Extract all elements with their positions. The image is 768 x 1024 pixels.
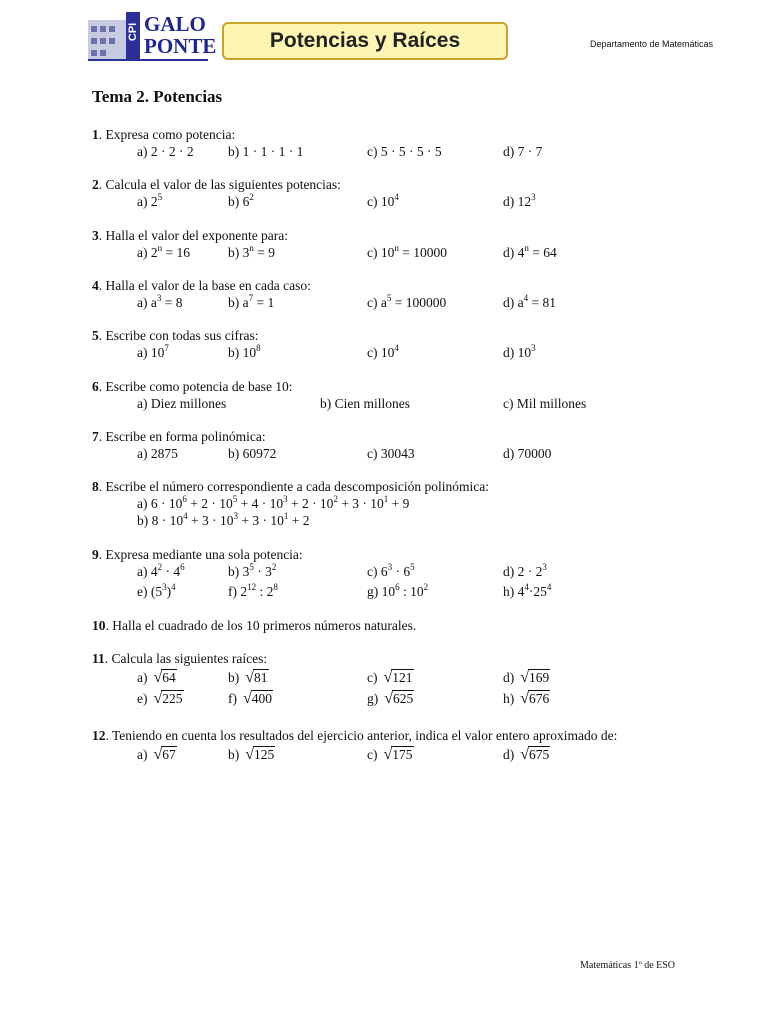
exponent: 3 — [162, 582, 167, 592]
math-text: c) 10 — [367, 345, 395, 360]
option-item — [367, 563, 415, 580]
option-item — [503, 563, 547, 580]
math-text: b) 8 · 10 — [137, 513, 184, 528]
exercise-question — [92, 546, 682, 563]
exponent: 2 — [271, 562, 277, 572]
exercise-text: . Calcula las siguientes raíces: — [104, 651, 268, 666]
math-text: d) 10 — [503, 345, 532, 360]
math-text: e) (5 — [137, 584, 163, 599]
options-row — [92, 667, 682, 688]
exercise-question — [92, 617, 682, 634]
root-sign-icon: √ — [153, 669, 163, 686]
exponent: 8 — [273, 582, 278, 592]
options-row — [92, 294, 682, 311]
option-item — [503, 583, 551, 600]
math-text: a) 6 · 10 — [137, 496, 183, 511]
option-item: b) 1 · 1 · 1 · 1 — [228, 144, 304, 159]
exponent: n — [394, 243, 399, 253]
exponent: n — [249, 243, 254, 253]
radicand: 169 — [529, 670, 550, 685]
exercise-number: 11 — [92, 651, 105, 666]
exercise-question — [92, 126, 682, 143]
option-item — [503, 690, 550, 707]
exponent: 5 — [386, 293, 392, 303]
math-text: + 2 · 10 — [186, 496, 233, 511]
footer-label: Matemáticas 1º de ESO — [580, 960, 676, 971]
exponent: 3 — [531, 192, 536, 202]
logo-text-bottom: PONTE — [144, 34, 217, 58]
option-item: b) 60972 — [228, 446, 277, 461]
exponent: 5 — [157, 192, 163, 202]
math-text: a) 10 — [137, 345, 165, 360]
exercise-question — [92, 277, 682, 294]
math-text: = 9 — [253, 245, 275, 260]
options-row — [92, 244, 682, 261]
option-letter: g) — [367, 691, 379, 706]
exercise-12 — [92, 727, 682, 765]
math-text: = 10000 — [398, 245, 447, 260]
options-row — [92, 445, 682, 462]
math-text: b) 3 — [228, 245, 250, 260]
exercise-1 — [92, 126, 682, 160]
option-item — [137, 344, 169, 361]
root-sign-icon: √ — [384, 690, 394, 707]
math-text: · 4 — [162, 564, 181, 579]
option-item: a) 2875 — [137, 446, 178, 461]
math-text: = 81 — [528, 295, 556, 310]
square-root — [245, 747, 275, 762]
exercise-question — [92, 478, 682, 495]
exercise-number: 1 — [92, 127, 99, 142]
exercise-5 — [92, 327, 682, 361]
option-letter: d) — [503, 747, 515, 762]
root-sign-icon: √ — [245, 669, 255, 686]
radicand: 121 — [392, 670, 413, 685]
math-text: c) a — [367, 295, 387, 310]
math-text: + 2 — [288, 513, 310, 528]
exercise-text: . Escribe en forma polinómica: — [98, 429, 266, 444]
radicand: 64 — [162, 670, 176, 685]
option-item — [367, 344, 399, 361]
option-item: a) Diez millones — [137, 396, 227, 411]
option-item — [137, 294, 182, 311]
exponent: 3 — [387, 562, 393, 572]
option-item — [367, 690, 414, 707]
option-item — [137, 690, 184, 707]
root-sign-icon: √ — [383, 746, 393, 763]
option-item — [137, 746, 177, 763]
exercise-number: 6 — [92, 379, 99, 394]
option-item — [137, 193, 162, 210]
exponent: 3 — [531, 343, 536, 353]
exponent: 4 — [394, 343, 399, 353]
exponent: 5 — [249, 562, 254, 572]
math-text: d) 12 — [503, 194, 532, 209]
square-root — [245, 670, 268, 685]
expression-line — [92, 512, 682, 529]
exercise-text: . Teniendo en cuenta los resultados del ejercicio anterior, indica el valor entero aproximado de: — [105, 728, 618, 743]
math-text: : 2 — [256, 584, 274, 599]
square-root — [520, 691, 550, 706]
exercise-number: 7 — [92, 429, 99, 444]
square-root — [384, 691, 414, 706]
school-logo — [88, 12, 217, 62]
radicand: 175 — [392, 747, 413, 762]
math-text: + 3 · 10 — [237, 513, 284, 528]
option-item: d) 70000 — [503, 446, 552, 461]
math-text: b) 10 — [228, 345, 257, 360]
exponent: n — [157, 243, 163, 253]
exercise-text: . Escribe como potencia de base 10: — [98, 379, 293, 394]
exercise-9 — [92, 546, 682, 600]
exercise-text: . Halla el cuadrado de los 10 primeros números naturales. — [105, 618, 417, 633]
math-text: g) 10 — [367, 584, 396, 599]
option-item — [503, 746, 550, 763]
root-sign-icon: √ — [383, 669, 393, 686]
math-text: c) 10 — [367, 194, 395, 209]
square-root — [520, 747, 550, 762]
math-text: ·25 — [528, 584, 547, 599]
math-text: c) 10 — [367, 245, 395, 260]
radicand: 676 — [529, 691, 550, 706]
exponent: 3 — [542, 562, 547, 572]
option-item — [503, 344, 536, 361]
option-item — [503, 244, 557, 261]
option-item — [137, 563, 185, 580]
exercise-11 — [92, 650, 682, 709]
math-text: f) 2 — [228, 584, 248, 599]
exercise-10 — [92, 617, 682, 634]
radicand: 675 — [529, 747, 550, 762]
math-text: = 1 — [253, 295, 275, 310]
exercise-4 — [92, 277, 682, 311]
option-letter: a) — [137, 670, 148, 685]
option-item — [137, 583, 176, 600]
root-sign-icon: √ — [153, 746, 163, 763]
option-item — [228, 244, 275, 261]
exercise-question — [92, 327, 682, 344]
exponent: 6 — [395, 582, 400, 592]
option-letter: a) — [137, 747, 148, 762]
math-text: d) a — [503, 295, 524, 310]
exponent: 3 — [283, 494, 288, 504]
option-item: c) 5 · 5 · 5 · 5 — [367, 144, 442, 159]
department-label: Departamento de Matemáticas — [590, 39, 714, 49]
math-text: + 4 · 10 — [237, 496, 284, 511]
math-text: + 2 · 10 — [287, 496, 334, 511]
exponent: 4 — [183, 511, 188, 521]
options-row — [92, 344, 682, 361]
option-item: d) 7 · 7 — [503, 144, 543, 159]
root-sign-icon: √ — [520, 669, 530, 686]
exercise-7 — [92, 428, 682, 462]
radicand: 125 — [254, 747, 275, 762]
math-text: + 3 · 10 — [187, 513, 234, 528]
exercise-text: . Escribe con todas sus cifras: — [98, 328, 259, 343]
exponent: 5 — [410, 562, 415, 572]
option-letter: h) — [503, 691, 515, 706]
exponent: 5 — [232, 494, 238, 504]
root-sign-icon: √ — [520, 690, 530, 707]
option-item — [137, 669, 177, 686]
option-item — [367, 193, 399, 210]
math-text: · 3 — [253, 564, 272, 579]
math-text: a) 2 — [137, 194, 158, 209]
option-item — [228, 294, 274, 311]
root-sign-icon: √ — [245, 746, 255, 763]
option-item — [503, 669, 550, 686]
exercise-number: 8 — [92, 479, 99, 494]
exponent: 4 — [171, 582, 176, 592]
exercise-2 — [92, 176, 682, 210]
exercise-question — [92, 727, 682, 744]
expression-line — [92, 495, 682, 512]
exercise-number: 9 — [92, 547, 99, 562]
options-row — [92, 143, 682, 160]
square-root — [243, 691, 273, 706]
exponent: 4 — [524, 582, 529, 592]
logo-text-top: GALO — [144, 12, 206, 36]
exponent: 3 — [233, 511, 238, 521]
options-row — [92, 395, 682, 412]
option-item — [228, 563, 276, 580]
math-text: = 64 — [528, 245, 557, 260]
option-item — [367, 746, 414, 763]
exponent: 2 — [423, 582, 429, 592]
root-sign-icon: √ — [153, 690, 163, 707]
option-letter: f) — [228, 691, 237, 706]
exercise-number: 4 — [92, 278, 99, 293]
exponent: 3 — [156, 293, 162, 303]
exponent: 8 — [256, 343, 261, 353]
exponent: 4 — [546, 582, 552, 592]
option-item — [228, 344, 261, 361]
square-root — [384, 670, 414, 685]
math-text: b) 6 — [228, 194, 250, 209]
math-text: · 6 — [392, 564, 411, 579]
radicand: 81 — [254, 670, 268, 685]
option-item — [228, 669, 269, 686]
exercise-text: . Halla el valor del exponente para: — [98, 228, 289, 243]
math-text: d) 4 — [503, 245, 525, 260]
math-text: d) 2 · 2 — [503, 564, 543, 579]
exercise-number: 2 — [92, 177, 99, 192]
options-row — [92, 583, 682, 600]
logo-side-text: CPI — [127, 22, 140, 42]
exercise-6 — [92, 378, 682, 412]
math-text: h) 4 — [503, 584, 525, 599]
math-text: b) 3 — [228, 564, 250, 579]
math-text: c) 6 — [367, 564, 388, 579]
exponent: 2 — [157, 562, 163, 572]
option-letter: c) — [367, 747, 378, 762]
radicand: 67 — [162, 747, 176, 762]
square-root — [154, 747, 177, 762]
topic-heading: Tema 2. Potencias — [92, 87, 223, 106]
square-root — [154, 691, 184, 706]
options-row — [92, 688, 682, 709]
math-text: a) 4 — [137, 564, 158, 579]
exercise-text: . Calcula el valor de las siguientes potencias: — [98, 177, 341, 192]
exponent: 12 — [247, 582, 257, 592]
option-item — [228, 583, 278, 600]
math-text: = 16 — [162, 245, 190, 260]
option-letter: b) — [228, 670, 240, 685]
option-item — [228, 193, 254, 210]
exercise-number: 10 — [92, 618, 106, 633]
exercise-text: . Expresa como potencia: — [98, 127, 236, 142]
root-sign-icon: √ — [243, 690, 252, 707]
exercise-text: . Expresa mediante una sola potencia: — [98, 547, 303, 562]
exercise-3 — [92, 227, 682, 261]
options-row — [92, 193, 682, 210]
square-root — [520, 670, 550, 685]
option-item — [503, 294, 556, 311]
exponent: 2 — [249, 192, 254, 202]
exponent: 7 — [164, 343, 169, 353]
exponent: 4 — [394, 192, 399, 202]
exponent: 4 — [523, 293, 529, 303]
exercise-question — [92, 428, 682, 445]
square-root — [384, 747, 414, 762]
option-item — [367, 669, 414, 686]
math-text: ) — [166, 584, 172, 599]
exercise-number: 5 — [92, 328, 99, 343]
option-letter: e) — [137, 691, 148, 706]
option-item — [367, 583, 428, 600]
option-letter: c) — [367, 670, 378, 685]
math-text: + 9 — [388, 496, 410, 511]
exponent: 1 — [283, 511, 289, 521]
math-text: + 3 · 10 — [337, 496, 384, 511]
radicand: 400 — [251, 691, 273, 706]
math-text: a) 2 — [137, 245, 158, 260]
option-item: a) 2 · 2 · 2 — [137, 144, 194, 159]
math-text: : 10 — [399, 584, 424, 599]
exponent: 7 — [248, 293, 254, 303]
root-sign-icon: √ — [520, 746, 530, 763]
radicand: 625 — [393, 691, 414, 706]
square-root — [154, 670, 177, 685]
exercise-number: 3 — [92, 228, 99, 243]
exercise-text: . Escribe el número correspondiente a cada descomposición polinómica: — [98, 479, 489, 494]
math-text: = 100000 — [391, 295, 447, 310]
exercise-question — [92, 227, 682, 244]
exercise-question — [92, 176, 682, 193]
options-row — [92, 744, 682, 765]
radicand: 225 — [162, 691, 183, 706]
document-title: Potencias y Raíces — [222, 22, 508, 60]
exercise-text: . Halla el valor de la base en cada caso: — [98, 278, 311, 293]
exercise-question — [92, 650, 682, 667]
option-letter: d) — [503, 670, 515, 685]
option-item — [228, 690, 273, 707]
math-text: b) a — [228, 295, 249, 310]
exercise-question — [92, 378, 682, 395]
option-item: b) Cien millones — [320, 396, 410, 411]
exponent: 6 — [182, 494, 187, 504]
exercise-8 — [92, 478, 682, 529]
exponent: n — [524, 243, 529, 253]
option-item: c) 30043 — [367, 446, 415, 461]
exponent: 6 — [180, 562, 185, 572]
option-letter: b) — [228, 747, 240, 762]
options-row — [92, 563, 682, 580]
exercise-number: 12 — [92, 728, 106, 743]
option-item — [137, 244, 190, 261]
option-item: c) Mil millones — [503, 396, 587, 411]
option-item — [367, 294, 446, 311]
option-item — [228, 746, 275, 763]
option-item — [503, 193, 536, 210]
math-text: = 8 — [161, 295, 183, 310]
exponent: 2 — [333, 494, 338, 504]
exponent: 1 — [383, 494, 389, 504]
option-item — [367, 244, 447, 261]
math-text: a) a — [137, 295, 157, 310]
